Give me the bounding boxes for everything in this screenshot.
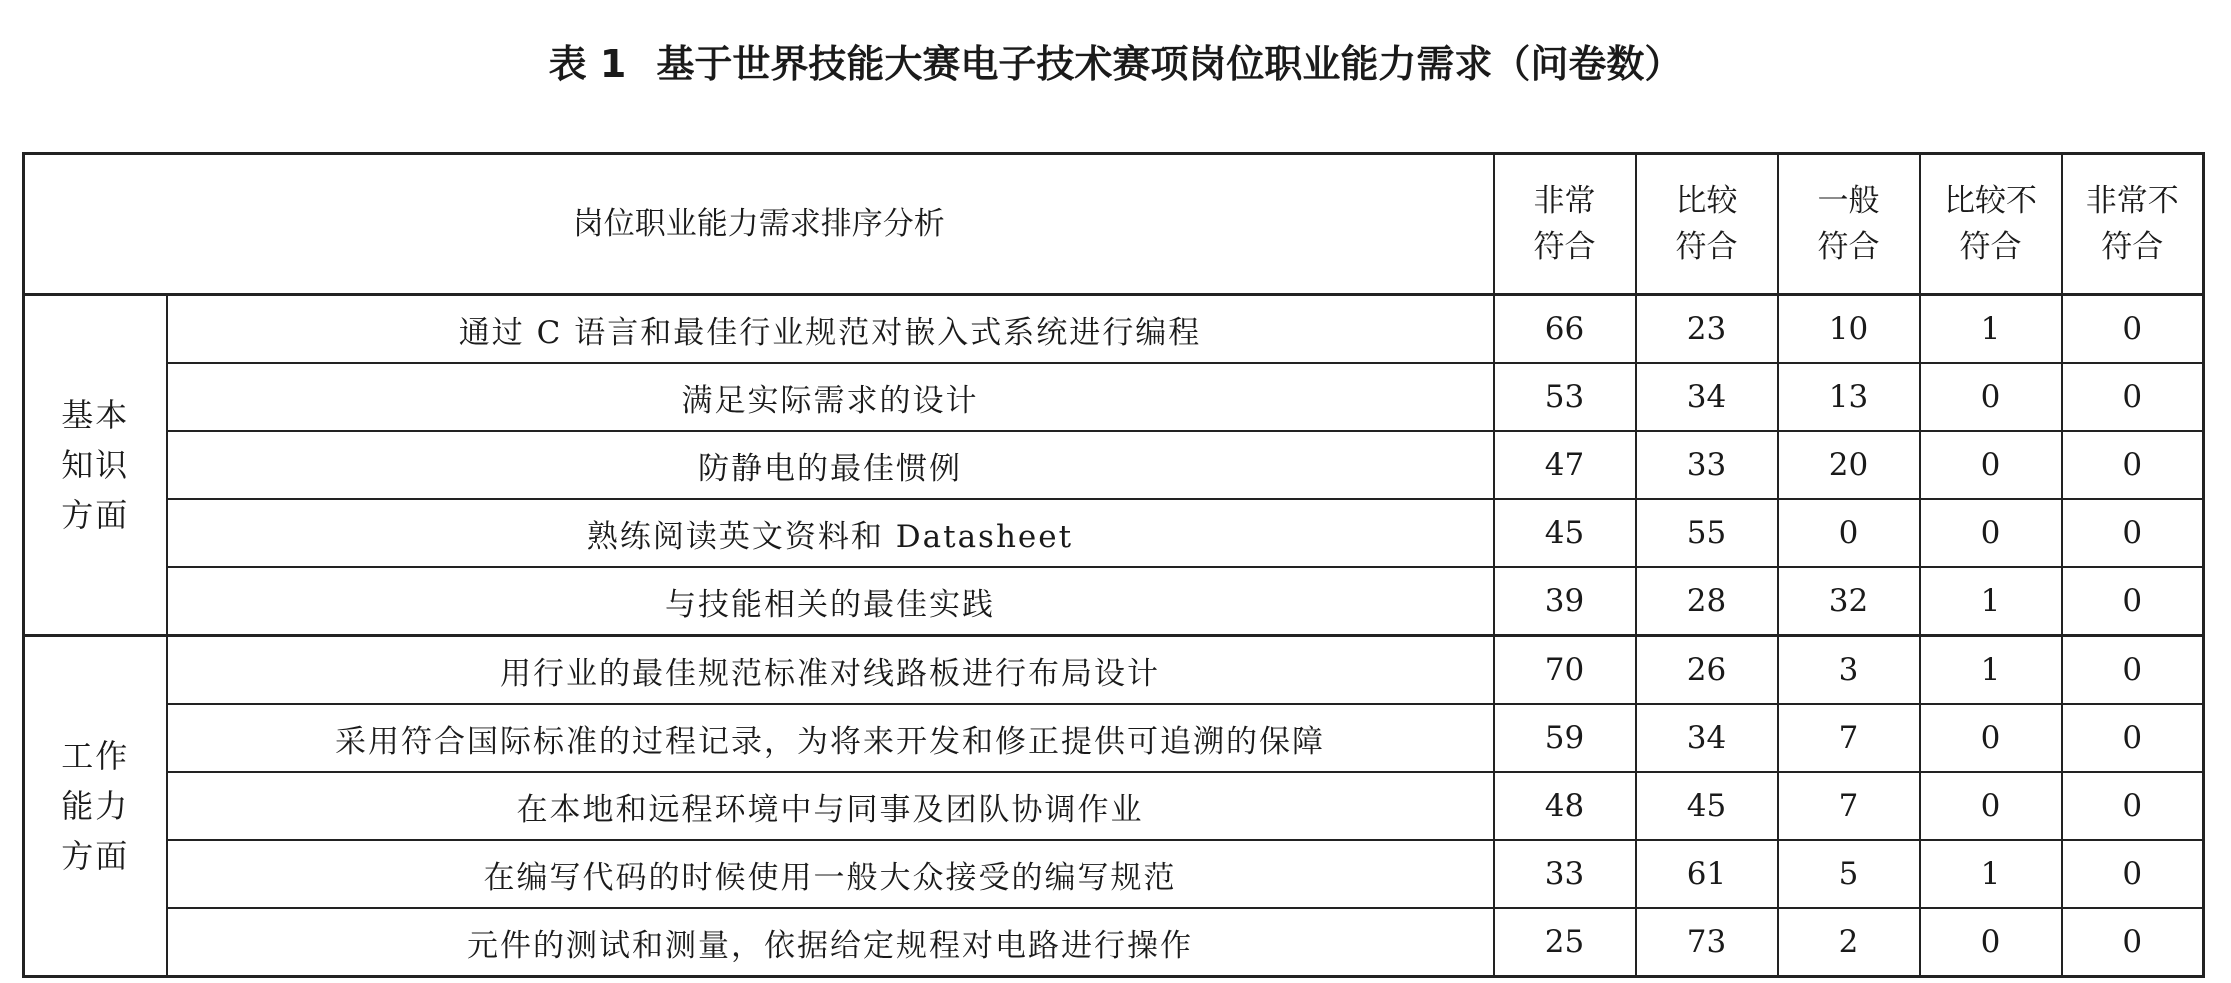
value-cell: 0 xyxy=(2062,772,2204,840)
value-cell: 1 xyxy=(1920,567,2062,636)
item-cell: 防静电的最佳惯例 xyxy=(167,431,1494,499)
item-cell: 满足实际需求的设计 xyxy=(167,363,1494,431)
group-label-cell xyxy=(24,636,167,977)
header-level-2: 比较符合 xyxy=(1636,154,1778,295)
table-title: 基于世界技能大赛电子技术赛项岗位职业能力需求（问卷数） xyxy=(656,42,1683,86)
value-cell: 73 xyxy=(1636,908,1778,977)
value-cell: 0 xyxy=(2062,908,2204,977)
item-cell: 元件的测试和测量，依据给定规程对电路进行操作 xyxy=(167,908,1494,977)
table-row xyxy=(24,636,2204,705)
value-cell: 0 xyxy=(2062,431,2204,499)
header-level-1: 非常符合 xyxy=(1494,154,1636,295)
header-level-3: 一般符合 xyxy=(1778,154,1920,295)
value-cell: 28 xyxy=(1636,567,1778,636)
value-cell: 10 xyxy=(1778,295,1920,364)
table-row xyxy=(24,840,2204,908)
value-cell: 33 xyxy=(1636,431,1778,499)
value-cell: 0 xyxy=(1778,499,1920,567)
group-label: 工作能力方面 xyxy=(61,737,130,875)
table-row xyxy=(24,704,2204,772)
value-cell: 0 xyxy=(2062,295,2204,364)
value-cell: 34 xyxy=(1636,363,1778,431)
value-cell: 5 xyxy=(1778,840,1920,908)
group-label-cell xyxy=(24,295,167,636)
value-cell: 45 xyxy=(1494,499,1636,567)
header-level-5: 非常不符合 xyxy=(2062,154,2204,295)
value-cell: 32 xyxy=(1778,567,1920,636)
group-label: 基本知识方面 xyxy=(61,396,130,534)
value-cell: 23 xyxy=(1636,295,1778,364)
value-cell: 34 xyxy=(1636,704,1778,772)
value-cell: 0 xyxy=(1920,908,2062,977)
value-cell: 59 xyxy=(1494,704,1636,772)
value-cell: 45 xyxy=(1636,772,1778,840)
item-cell: 在编写代码的时候使用一般大众接受的编写规范 xyxy=(167,840,1494,908)
item-cell: 通过 C 语言和最佳行业规范对嵌入式系统进行编程 xyxy=(167,295,1494,364)
header-analysis: 岗位职业能力需求排序分析 xyxy=(24,154,1494,295)
value-cell: 0 xyxy=(1920,363,2062,431)
item-cell: 采用符合国际标准的过程记录，为将来开发和修正提供可追溯的保障 xyxy=(167,704,1494,772)
value-cell: 53 xyxy=(1494,363,1636,431)
value-cell: 55 xyxy=(1636,499,1778,567)
value-cell: 48 xyxy=(1494,772,1636,840)
value-cell: 0 xyxy=(2062,840,2204,908)
item-cell: 用行业的最佳规范标准对线路板进行布局设计 xyxy=(167,636,1494,705)
header-level-4: 比较不符合 xyxy=(1920,154,2062,295)
header-row xyxy=(24,154,2204,295)
value-cell: 7 xyxy=(1778,704,1920,772)
item-cell: 熟练阅读英文资料和 Datasheet xyxy=(167,499,1494,567)
table-number: 表 1 xyxy=(548,42,627,86)
value-cell: 0 xyxy=(1920,499,2062,567)
value-cell: 0 xyxy=(2062,499,2204,567)
value-cell: 13 xyxy=(1778,363,1920,431)
value-cell: 0 xyxy=(2062,636,2204,705)
value-cell: 1 xyxy=(1920,636,2062,705)
table-row xyxy=(24,567,2204,636)
value-cell: 70 xyxy=(1494,636,1636,705)
survey-table xyxy=(22,152,2205,978)
value-cell: 0 xyxy=(2062,363,2204,431)
value-cell: 20 xyxy=(1778,431,1920,499)
value-cell: 39 xyxy=(1494,567,1636,636)
value-cell: 1 xyxy=(1920,295,2062,364)
table-row xyxy=(24,295,2204,364)
value-cell: 26 xyxy=(1636,636,1778,705)
table-row xyxy=(24,772,2204,840)
value-cell: 66 xyxy=(1494,295,1636,364)
table-row xyxy=(24,363,2204,431)
value-cell: 3 xyxy=(1778,636,1920,705)
value-cell: 2 xyxy=(1778,908,1920,977)
value-cell: 0 xyxy=(1920,772,2062,840)
value-cell: 61 xyxy=(1636,840,1778,908)
value-cell: 0 xyxy=(1920,431,2062,499)
value-cell: 0 xyxy=(2062,567,2204,636)
value-cell: 0 xyxy=(2062,704,2204,772)
value-cell: 47 xyxy=(1494,431,1636,499)
table-caption xyxy=(0,34,2231,94)
table-row xyxy=(24,908,2204,977)
value-cell: 7 xyxy=(1778,772,1920,840)
value-cell: 25 xyxy=(1494,908,1636,977)
item-cell: 在本地和远程环境中与同事及团队协调作业 xyxy=(167,772,1494,840)
table-row xyxy=(24,431,2204,499)
value-cell: 33 xyxy=(1494,840,1636,908)
table-row xyxy=(24,499,2204,567)
value-cell: 1 xyxy=(1920,840,2062,908)
item-cell: 与技能相关的最佳实践 xyxy=(167,567,1494,636)
table-body xyxy=(24,295,2204,977)
value-cell: 0 xyxy=(1920,704,2062,772)
